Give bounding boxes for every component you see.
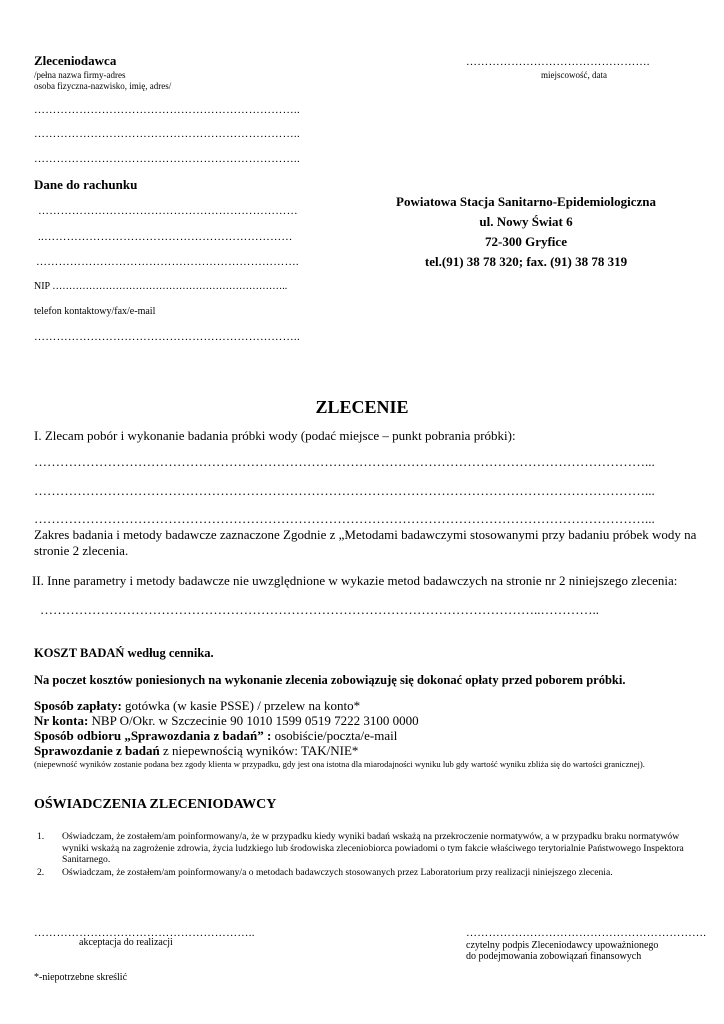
declaration-number: 1. [37, 831, 45, 842]
acceptance-signature-line[interactable]: ………………………………………………….. [34, 927, 255, 939]
order-item-2: II. Inne parametry i metody badawcze nie uwzględnione w wykazie metod badawczych na stronie nr 2 niniejszego zlecenia: [32, 573, 678, 588]
report-uncertainty [34, 743, 358, 759]
station-street: ul. Nowy Świat 6 [479, 214, 573, 229]
bank-account-label: Nr konta: [34, 713, 89, 728]
contact-line[interactable]: …………………………………………………………….. [34, 331, 300, 343]
declaration-text: Oświadczam, że zostałem/am poinformowany/a o metodach badawczych stosowanych przez Laboratorium przy realizacji niniejszego zlecenia. [62, 866, 613, 878]
client-line-3[interactable]: …………………………………………………………….. [34, 153, 300, 165]
payment-method-value[interactable]: gotówka (w kasie PSSE) / przelew na konto* [121, 698, 361, 713]
sample-location-line-2[interactable]: ……………………………………………………………………………………………………………………………... [34, 483, 655, 498]
place-date-line[interactable]: …………………………………………. [466, 56, 650, 68]
declaration-item [37, 867, 697, 879]
declaration-text: Oświadczam, że zostałem/am poinformowany/a, że w przypadku kiedy wyniki badań wskażą na przekroczenie normatywów, a w przypadku braku normatywów wyniki wskażą na zagrożenie zdrowia, życia ludzkiego lub środowiska zleceniobiorca powiadomi o tym fakcie właściwego terytorialnie Państwowego Inspektora Sanitarnego. [62, 831, 684, 866]
other-params-line[interactable]: ……………………………………………………………………………………………………..………….. [40, 602, 599, 617]
acceptance-label: akceptacja do realizacji [79, 937, 173, 948]
nip-line[interactable]: NIP …………………………………………………………….. [34, 281, 288, 292]
client-heading: Zleceniodawca [34, 53, 117, 68]
declarations-heading: OŚWIADCZENIA ZLECENIODAWCY [34, 797, 277, 812]
client-signature-label-2: do podejmowania zobowiązań finansowych [466, 951, 642, 962]
report-uncertainty-label: Sprawozdanie z badań [34, 743, 160, 758]
billing-line-1[interactable]: …………………………………………………………… [38, 205, 298, 217]
cost-heading: KOSZT BADAŃ według cennika. [34, 646, 214, 660]
station-phone: tel.(91) 38 78 320; fax. (91) 38 78 319 [424, 254, 628, 269]
declaration-item [37, 831, 697, 866]
report-pickup-label: Sposób odbioru „Sprawozdania z badań” : [34, 728, 272, 743]
report-pickup [34, 728, 397, 744]
place-date-label: miejscowość, data [541, 70, 607, 80]
declarations-list [37, 831, 697, 879]
report-uncertainty-value[interactable]: z niepewnością wyników: TAK/NIE* [159, 743, 359, 758]
payment-method-label: Sposób zapłaty: [34, 698, 122, 713]
billing-heading: Dane do rachunku [34, 177, 138, 192]
station-name: Powiatowa Stacja Sanitarno-Epidemiologiczna [396, 194, 656, 209]
declaration-number: 2. [37, 866, 45, 878]
order-item-1: I. Zlecam pobór i wykonanie badania próbki wody (podać miejsce – punkt pobrania próbki): [34, 428, 516, 443]
client-hint-company: /pełna nazwa firmy-adres [34, 70, 126, 80]
payment-obligation: Na poczet kosztów poniesionych na wykonanie zlecenia zobowiązuję się dokonać opłaty przed poborem próbki. [34, 673, 626, 687]
billing-line-3[interactable]: ……………………………………………………………. [36, 256, 299, 268]
client-signature-label-1: czytelny podpis Zleceniodawcy upoważnionego [466, 940, 659, 951]
station-city: 72-300 Gryfice [485, 234, 567, 249]
scope-text: Zakres badania i metody badawcze zaznaczone Zgodnie z „Metodami badawczymi stosowanymi przy badaniu próbek wody na stronie 2 zlecenia. [34, 527, 697, 558]
bank-account [34, 713, 419, 729]
client-line-1[interactable]: …………………………………………………………….. [34, 104, 300, 116]
sample-location-line-3[interactable]: ……………………………………………………………………………………………………………………………... [34, 511, 655, 526]
report-pickup-value[interactable]: osobiście/poczta/e-mail [271, 728, 398, 743]
uncertainty-note: (niepewność wyników zostanie podana bez zgody klienta w przypadku, gdy jest ona istotna dla miarodajności wyniku lub gdy wartość wyniku zbliża się do wartości granicznej). [34, 759, 645, 769]
contact-label: telefon kontaktowy/fax/e-mail [34, 306, 156, 317]
client-line-2[interactable]: …………………………………………………………….. [34, 128, 300, 140]
client-signature-line[interactable]: ………………………………………………………. [466, 927, 707, 939]
footnote: *-niepotrzebne skreślić [34, 972, 128, 983]
client-hint-person: osoba fizyczna-nazwisko, imię, adres/ [34, 81, 172, 91]
sample-location-line-1[interactable]: ……………………………………………………………………………………………………………………………... [34, 454, 655, 469]
order-title: ZLECENIE [315, 397, 409, 417]
billing-line-2[interactable]: ..………………………………………………………… [38, 231, 293, 243]
bank-account-value: NBP O/Okr. w Szczecinie 90 1010 1599 0519 7222 3100 0000 [88, 713, 419, 728]
payment-method [34, 698, 360, 714]
